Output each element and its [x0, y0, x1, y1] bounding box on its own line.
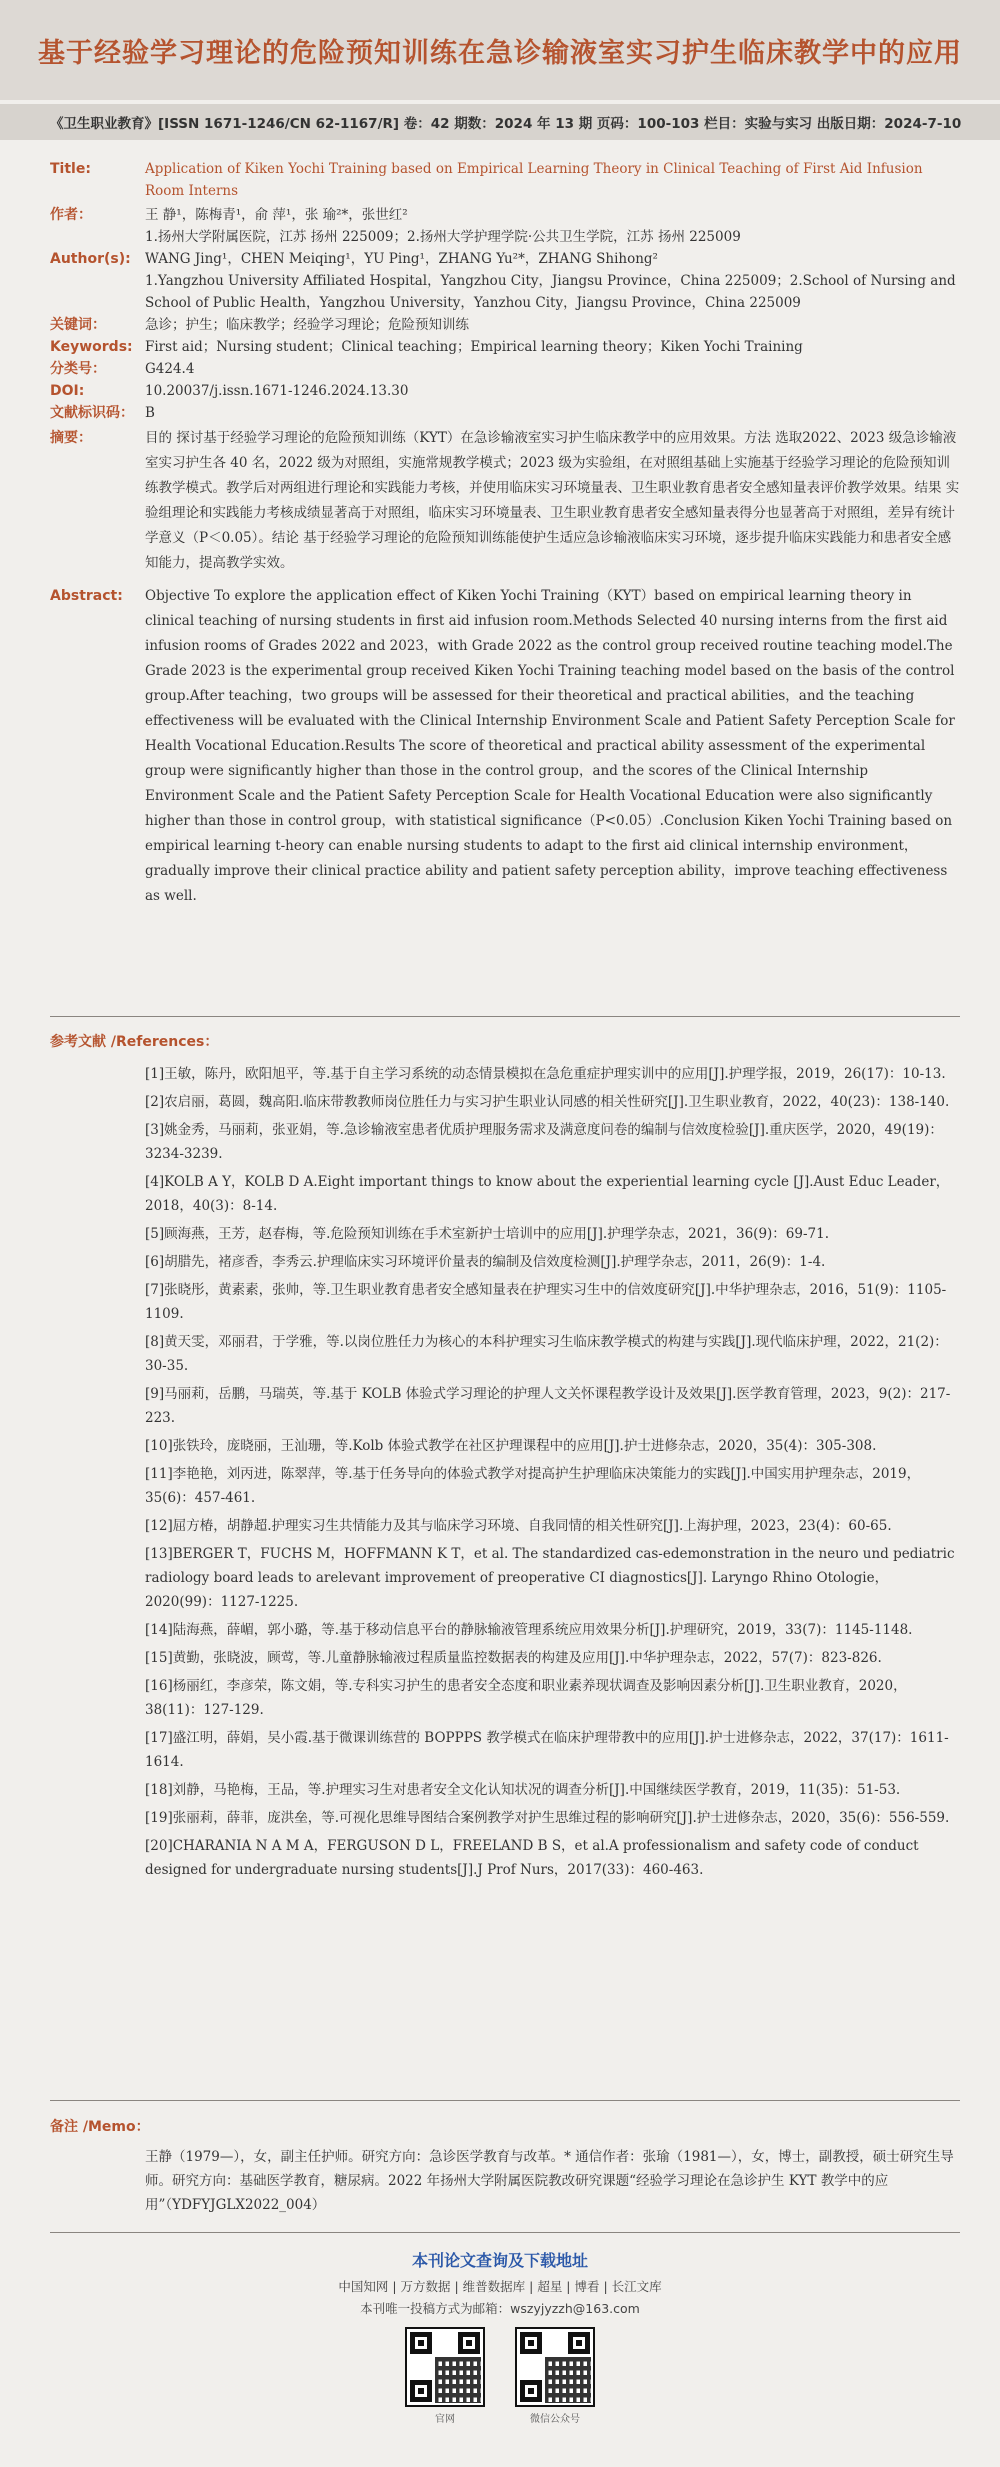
reference-item: [19]张丽莉，薛菲，庞洪垒，等.可视化思维导图结合案例教学对护生思维过程的影响研究[J].护士进修杂志，2020，35(6)：556-559. — [145, 1810, 950, 1826]
footer — [0, 2248, 1000, 2425]
qr-code-icon — [405, 2327, 485, 2407]
divider — [50, 1016, 960, 1017]
reference-item: [20]CHARANIA N A M A，FERGUSON D L，FREELAND B S，et al.A professionalism and safety code of conduct designed for undergraduate nursing students[J].J Prof Nurs，2017(33)：460-463. — [145, 1838, 919, 1878]
authors-row — [50, 204, 960, 248]
reference-item: [18]刘静，马艳梅，王品，等.护理实习生对患者安全文化认知状况的调查分析[J].中国继续医学教育，2019，11(35)：51-53. — [145, 1782, 901, 1798]
doi-row — [50, 380, 960, 402]
journal-info-bar — [0, 104, 1000, 140]
authors-label: 作者： — [50, 207, 92, 223]
reference-item: [2]农启丽，葛圆，魏高阳.临床带教教师岗位胜任力与实习护生职业认同感的相关性研究[J].卫生职业教育，2022，40(23)：138-140. — [145, 1094, 950, 1110]
reference-item: [6]胡腊先，褚彦香，李秀云.护理临床实习环境评价量表的编制及信效度检测[J].护理学杂志，2011，26(9)：1-4. — [145, 1254, 826, 1270]
qr-codes — [0, 2327, 1000, 2425]
reference-item: [15]黄勤，张晓波，顾莺，等.儿童静脉输液过程质量监控数据表的构建及应用[J].中华护理杂志，2022，57(7)：823-826. — [145, 1650, 882, 1666]
title-en: Application of Kiken Yochi Training based on Empirical Learning Theory in Clinical Teaching of First Aid Infusion Room Interns — [145, 161, 923, 199]
article-meta — [50, 158, 960, 909]
journal-info: 《卫生职业教育》[ISSN 1671-1246/CN 62-1167/R] 卷：42 期数：2024 年 13 期 页码：100-103 栏目：实验与实习 出版日期：2024-7-10 — [50, 116, 962, 132]
qr-wechat — [515, 2327, 595, 2425]
memo-section — [50, 2115, 960, 2217]
keywords-en: First aid；Nursing student；Clinical teaching；Empirical learning theory；Kiken Yochi Training — [145, 339, 803, 355]
reference-item: [3]姚金秀，马丽莉，张亚娟，等.急诊输液室患者优质护理服务需求及满意度问卷的编制与信效度检验[J].重庆医学，2020，49(19)：3234-3239. — [145, 1122, 943, 1162]
docmark-row — [50, 402, 960, 424]
class-row — [50, 358, 960, 380]
qr-label: 微信公众号 — [530, 2414, 580, 2425]
reference-item: [14]陆海燕，薛嵋，郭小璐，等.基于移动信息平台的静脉输液管理系统应用效果分析[J].护理研究，2019，33(7)：1145-1148. — [145, 1622, 913, 1638]
reference-item: [16]杨丽红，李彦荣，陈文娟，等.专科实习护生的患者安全态度和职业素养现状调查及影响因素分析[J].卫生职业教育，2020，38(11)：127-129. — [145, 1678, 907, 1718]
reference-item: [1]王敏，陈丹，欧阳旭平，等.基于自主学习系统的动态情景模拟在急危重症护理实训中的应用[J].护理学报，2019，26(17)：10-13. — [145, 1066, 946, 1082]
references-list — [50, 1062, 960, 1882]
page-title: 基于经验学习理论的危险预知训练在急诊输液室实习护生临床教学中的应用 — [38, 37, 962, 69]
reference-item: [13]BERGER T，FUCHS M，HOFFMANN K T，et al. The standardized cas-edemonstration in the neuro und pediatric radiology board leads to arelevant improvement of preoperative CI diagnostics[J]. Laryngo Rhino Otologie，2020(99)：1127-1225. — [145, 1546, 955, 1610]
reference-item: [8]黄天雯，邓丽君，于学雅，等.以岗位胜任力为核心的本科护理实习生临床教学模式的构建与实践[J].现代临床护理，2022，21(2)：30-35. — [145, 1334, 948, 1374]
abstract-cn-label: 摘要： — [50, 430, 92, 446]
abstract-en: Objective To explore the application effect of Kiken Yochi Training（KYT）based on empirical learning theory in clinical teaching of nursing students in first aid infusion room.Methods Selected 40 nursing interns from the first aid infusion rooms of Grades 2022 and 2023，with Grade 2022 as the control group received routine teaching model.The Grade 2023 is the experimental group received Kiken Yochi Training teaching model based on the basis of the control group.After teaching，two groups will be assessed for their theoretical and practical abilities，and the teaching effectiveness will be evaluated with the Clinical Internship Environment Scale and Patient Safety Perception Scale for Health Vocational Education.Results The score of theoretical and practical ability assessment of the experimental group were significantly higher than those in the control group，and the scores of the Clinical Internship Environment Scale and the Patient Safety Perception Scale for Health Vocational Education were also significantly higher than those in control group，with statistical significance（P<0.05）.Conclusion Kiken Yochi Training based on empirical learning t-heory can enable nursing students to adapt to the first aid clinical internship environment，gradually improve their clinical practice ability and patient safety perception ability，improve teaching effectiveness as well. — [145, 588, 955, 904]
reference-item: [11]李艳艳，刘丙进，陈翠萍，等.基于任务导向的体验式教学对提高护生护理临床决策能力的实践[J].中国实用护理杂志，2019，35(6)：457-461. — [145, 1466, 921, 1506]
references-section — [50, 1030, 960, 1886]
doi-label: DOI: — [50, 383, 85, 399]
qr-code-icon — [515, 2327, 595, 2407]
keywords-en-row — [50, 336, 960, 358]
reference-item: [7]张晓彤，黄素素，张帅，等.卫生职业教育患者安全感知量表在护理实习生中的信效度研究[J].中华护理杂志，2016，51(9)：1105-1109. — [145, 1282, 947, 1322]
abstract-en-row — [50, 584, 960, 909]
title-banner — [0, 0, 1000, 100]
reference-item: [9]马丽莉，岳鹏，马瑞英，等.基于 KOLB 体验式学习理论的护理人文关怀课程教学设计及效果[J].医学教育管理，2023，9(2)：217-223. — [145, 1386, 951, 1426]
reference-item: [17]盛江明，薛娟，吴小霞.基于微课训练营的 BOPPPS 教学模式在临床护理带教中的应用[J].护士进修杂志，2022，37(17)：1611-1614. — [145, 1730, 949, 1770]
affiliation-en: 1.Yangzhou University Affiliated Hospital，Yangzhou City，Jiangsu Province，China 225009；2.School of Nursing and School of Public Health，Yangzhou University，Yanzhou City，Jiangsu Province，China 225009 — [145, 273, 956, 311]
authors-en-label: Author(s): — [50, 251, 131, 267]
doi-value[interactable]: 10.20037/j.issn.1671-1246.2024.13.30 — [145, 383, 409, 399]
memo-heading: 备注 /Memo： — [50, 2119, 150, 2135]
title-row — [50, 158, 960, 202]
authors-block — [145, 204, 960, 248]
reference-item: [12]屈方椿，胡静超.护理实习生共情能力及其与临床学习环境、自我同情的相关性研究[J].上海护理，2023，23(4)：60-65. — [145, 1518, 892, 1534]
authors-en-row — [50, 248, 960, 314]
class-value: G424.4 — [145, 361, 195, 377]
title-label: Title: — [50, 161, 91, 177]
footer-title: 本刊论文查询及下载地址 — [411, 2251, 588, 2270]
abstract-en-label: Abstract: — [50, 588, 123, 604]
docmark-value: B — [145, 405, 155, 421]
affiliation-cn: 1.扬州大学附属医院，江苏 扬州 225009；2.扬州大学护理学院·公共卫生学院，江苏 扬州 225009 — [145, 229, 741, 245]
keywords-cn: 急诊；护生；临床教学；经验学习理论；危险预知训练 — [145, 317, 469, 333]
qr-website — [405, 2327, 485, 2425]
keywords-cn-row — [50, 314, 960, 336]
reference-item: [10]张铁玲，庞晓丽，王汕珊，等.Kolb 体验式教学在社区护理课程中的应用[J].护士进修杂志，2020，35(4)：305-308. — [145, 1438, 877, 1454]
class-label: 分类号： — [50, 361, 106, 377]
qr-label: 官网 — [435, 2414, 455, 2425]
reference-item: [5]顾海燕，王芳，赵春梅，等.危险预知训练在手术室新护士培训中的应用[J].护理学杂志，2021，36(9)：69-71. — [145, 1226, 830, 1242]
authors-en-block — [145, 248, 960, 314]
docmark-label: 文献标识码： — [50, 405, 134, 421]
references-heading: 参考文献 /References： — [50, 1034, 219, 1050]
authors-en: WANG Jing¹，CHEN Meiqing¹，YU Ping¹，ZHANG Yu²*，ZHANG Shihong² — [145, 251, 658, 267]
footer-email[interactable]: 本刊唯一投稿方式为邮箱：wszyjyzzh@163.com — [360, 2301, 640, 2316]
keywords-cn-label: 关键词： — [50, 317, 106, 333]
memo-text: 王静（1979—），女，副主任护师。研究方向：急诊医学教育与改革。* 通信作者：张瑜（1981—），女，博士，副教授，硕士研究生导师。研究方向：基础医学教育，糖尿病。2022 年扬州大学附属医院教改研究课题“经验学习理论在急诊护生 KYT 教学中的应用”（YDFYJGLX2022_004） — [145, 2149, 954, 2213]
footer-databases: 中国知网 | 万方数据 | 维普数据库 | 超星 | 博看 | 长江文库 — [338, 2279, 662, 2294]
abstract-cn: 目的 探讨基于经验学习理论的危险预知训练（KYT）在急诊输液室实习护生临床教学中的应用效果。方法 选取2022、2023 级急诊输液室实习护生各 40 名，2022 级为对照组，实施常规教学模式；2023 级为实验组，在对照组基础上实施基于经验学习理论的危险预知训练教学模式。教学后对两组进行理论和实践能力考核，并使用临床实习环境量表、卫生职业教育患者安全感知量表评价教学效果。结果 实验组理论和实践能力考核成绩显著高于对照组，临床实习环境量表、卫生职业教育患者安全感知量表得分也显著高于对照组，差异有统计学意义（P＜0.05）。结论 基于经验学习理论的危险预知训练能使护生适应急诊输液临床实习环境，逐步提升临床实践能力和患者安全感知能力，提高教学实效。 — [145, 430, 960, 571]
divider — [50, 2232, 960, 2233]
abstract-cn-row — [50, 426, 960, 576]
divider — [50, 2100, 960, 2101]
authors-cn: 王 静¹，陈梅青¹，俞 萍¹，张 瑜²*，张世红² — [145, 207, 408, 223]
reference-item: [4]KOLB A Y，KOLB D A.Eight important things to know about the experiential learning cycle [J].Aust Educ Leader，2018，40(3)：8-14. — [145, 1174, 950, 1214]
keywords-en-label: Keywords: — [50, 339, 133, 355]
